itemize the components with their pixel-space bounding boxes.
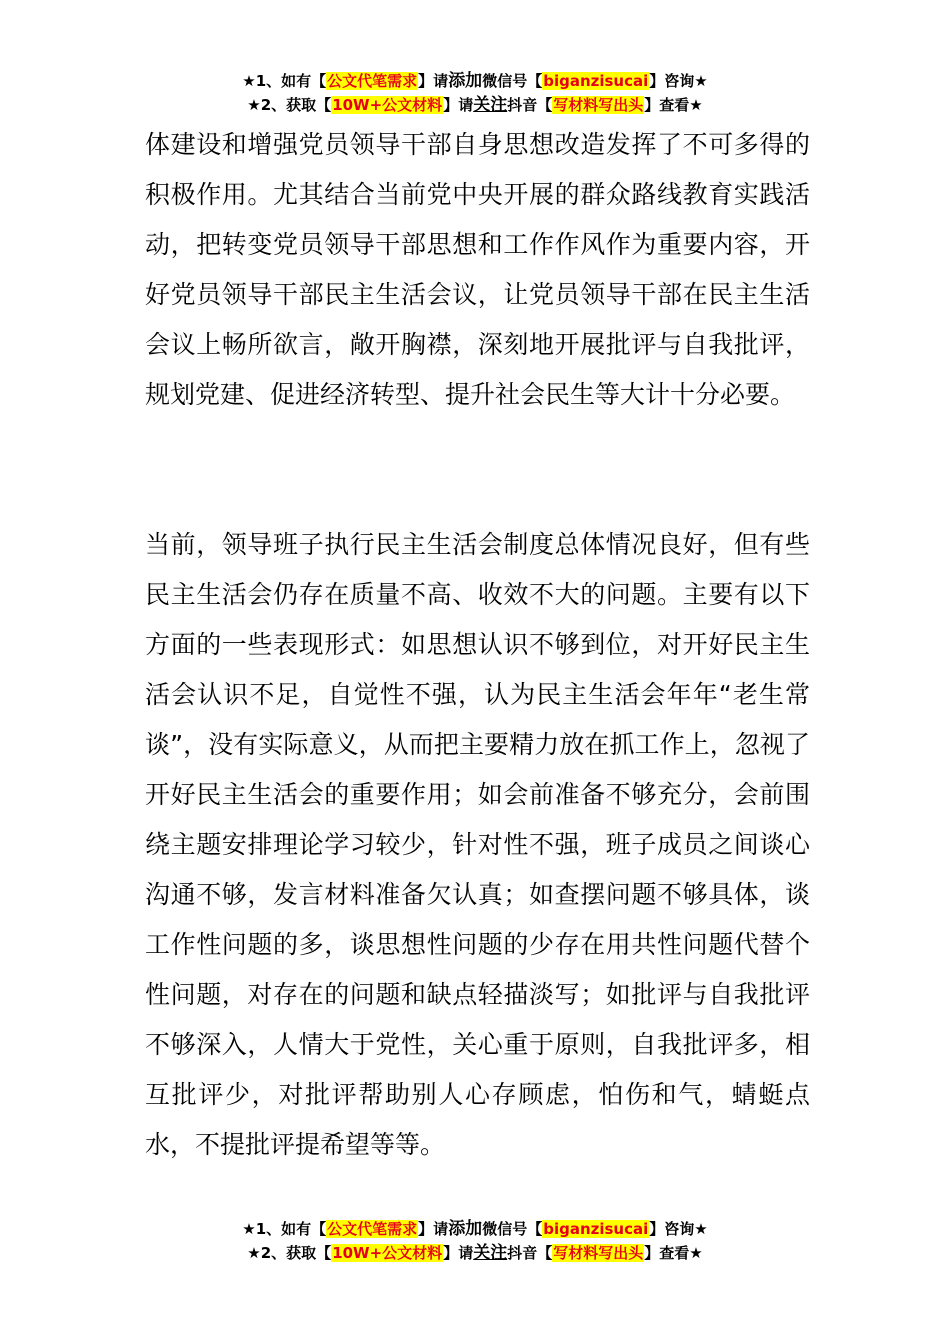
- star-icon: ★: [694, 1220, 708, 1238]
- highlight-wechat-id: biganzisucai: [543, 72, 649, 90]
- banner-text: 1、如有【: [255, 1220, 327, 1238]
- banner-text: 2、获取【: [260, 1244, 332, 1262]
- star-icon: ★: [242, 1220, 256, 1238]
- highlight-materials: 10W+公文材料: [332, 96, 443, 114]
- banner-text: 】请: [418, 1220, 449, 1238]
- header-banner: [0, 69, 950, 117]
- star-icon: ★: [694, 72, 708, 90]
- star-icon: ★: [689, 96, 703, 114]
- banner-emphasis: 添加: [448, 1219, 483, 1239]
- banner-text: 1、如有【: [255, 72, 327, 90]
- highlight-service: 公文代笔需求: [327, 72, 418, 90]
- banner-text: 微信号【: [482, 72, 543, 90]
- banner-line-1: [0, 1217, 950, 1241]
- banner-text: 】请: [443, 96, 474, 114]
- star-icon: ★: [242, 72, 256, 90]
- highlight-douyin: 写材料写出头: [553, 1244, 644, 1262]
- body-paragraph: 体建设和增强党员领导干部自身思想改造发挥了不可多得的积极作用。尤其结合当前党中央开展的群众路线教育实践活动，把转变党员领导干部思想和工作作风作为重要内容，开好党员领导干部民主生活会议，让党员领导干部在民主生活会议上畅所欲言，敞开胸襟，深刻地开展批评与自我批评，规划党建、促进经济转型、提升社会民生等大计十分必要。: [145, 130, 810, 409]
- banner-line-2: [0, 1241, 950, 1265]
- highlight-wechat-id: biganzisucai: [543, 1220, 649, 1238]
- banner-emphasis: 关注: [473, 95, 508, 115]
- banner-emphasis: 关注: [473, 1243, 508, 1263]
- footer-banner: [0, 1217, 950, 1265]
- banner-emphasis: 添加: [448, 71, 483, 91]
- banner-text: 抖音【: [507, 1244, 553, 1262]
- banner-text: 抖音【: [507, 96, 553, 114]
- banner-text: 微信号【: [482, 1220, 543, 1238]
- body-paragraph-1-container: [145, 120, 810, 420]
- banner-line-1: [0, 69, 950, 93]
- highlight-materials: 10W+公文材料: [332, 1244, 443, 1262]
- star-icon: ★: [247, 1244, 261, 1262]
- body-paragraph: 当前，领导班子执行民主生活会制度总体情况良好，但有些民主生活会仍存在质量不高、收效不大的问题。主要有以下方面的一些表现形式：如思想认识不够到位，对开好民主生活会认识不足，自觉性不强，认为民主生活会年年“老生常谈”，没有实际意义，从而把主要精力放在抓工作上，忽视了开好民主生活会的重要作用；如会前准备不够充分，会前围绕主题安排理论学习较少，针对性不强，班子成员之间谈心沟通不够，发言材料准备欠认真；如查摆问题不够具体，谈工作性问题的多，谈思想性问题的少存在用共性问题代替个性问题，对存在的问题和缺点轻描淡写；如批评与自我批评不够深入，人情大于党性，关心重于原则，自我批评多，相互批评少，对批评帮助别人心存顾虑，怕伤和气，蜻蜓点水，不提批评提希望等等。: [145, 530, 810, 1159]
- banner-text: 】咨询: [649, 72, 695, 90]
- highlight-douyin: 写材料写出头: [553, 96, 644, 114]
- banner-text: 2、获取【: [260, 96, 332, 114]
- highlight-service: 公文代笔需求: [327, 1220, 418, 1238]
- banner-text: 】请: [418, 72, 449, 90]
- banner-text: 】查看: [644, 1244, 690, 1262]
- banner-text: 】请: [443, 1244, 474, 1262]
- banner-text: 】咨询: [649, 1220, 695, 1238]
- star-icon: ★: [689, 1244, 703, 1262]
- banner-line-2: [0, 93, 950, 117]
- body-paragraph-2-container: [145, 520, 810, 1170]
- banner-text: 】查看: [644, 96, 690, 114]
- star-icon: ★: [247, 96, 261, 114]
